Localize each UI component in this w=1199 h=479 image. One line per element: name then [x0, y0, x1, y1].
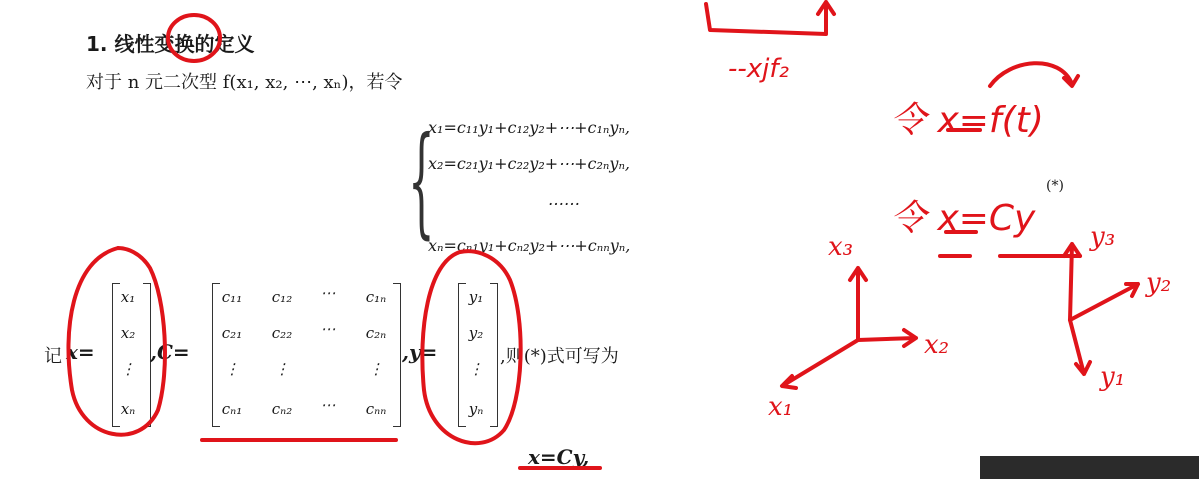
equation-2: x₂=c₂₁y₁+c₂₂y₂+⋯+c₂ₙyₙ,	[428, 154, 631, 173]
top-axis-sketch	[706, 2, 834, 34]
equation-ellipsis: ……	[548, 190, 580, 209]
circle-x-vector-annotation	[68, 248, 165, 435]
star-label: (*)	[1046, 178, 1064, 194]
c-matrix-cell: c₁ₙ	[365, 288, 387, 306]
c-label: ,C=	[150, 340, 190, 364]
label-y1: y₁	[1100, 362, 1126, 392]
c-matrix-cell: cₙ₂	[271, 400, 293, 418]
c-matrix-cell: c₂₂	[271, 324, 293, 342]
section-heading: 1. 线性变换的定义	[86, 32, 255, 56]
video-thumbnail	[980, 456, 1199, 479]
arrow-arc	[990, 63, 1078, 86]
label-x2: x₂	[924, 330, 950, 360]
handwriting-eq2: 令 x=Cy	[890, 198, 1036, 239]
c-matrix-cell: c₂₁	[221, 324, 243, 342]
circle-y-vector-annotation	[422, 251, 520, 443]
c-matrix-cell: ⋯	[320, 320, 336, 338]
c-matrix-cell: c₁₂	[271, 288, 293, 306]
y-vector-cell: ⋮	[468, 360, 484, 378]
c-matrix-cell: ⋮	[274, 360, 290, 378]
c-matrix-cell: c₂ₙ	[365, 324, 387, 342]
x2-axis	[858, 330, 916, 346]
c-matrix-cell: cₙ₁	[221, 400, 243, 418]
label-x1: x₁	[768, 392, 794, 422]
label-y2: y₂	[1146, 268, 1172, 298]
c-matrix-cell: cₙₙ	[365, 400, 387, 418]
x-label: x=	[66, 340, 95, 364]
c-matrix-cell: ⋮	[224, 360, 240, 378]
x-vector-cell: xₙ	[120, 400, 136, 418]
x-vector-cell: x₂	[120, 324, 136, 342]
circle-bian-annotation	[168, 15, 220, 61]
c-matrix-cell: ⋯	[320, 396, 336, 414]
x-vector-cell: ⋮	[120, 360, 136, 378]
c-matrix-cell: ⋮	[368, 360, 384, 378]
x1-axis	[782, 340, 858, 388]
label-x3: x₃	[828, 232, 854, 262]
y-label: ,y=	[402, 340, 438, 364]
x3-axis	[850, 268, 866, 340]
y2-axis	[1070, 284, 1138, 320]
label-y3: y₃	[1090, 222, 1116, 252]
equation-n: xₙ=cₙ₁y₁+cₙ₂y₂+⋯+cₙₙyₙ,	[428, 236, 631, 255]
intro-text: 对于 n 元二次型 f(x₁, x₂, ⋯, xₙ)，若令	[86, 72, 403, 93]
y-vector-cell: y₂	[468, 324, 484, 342]
ji-label: 记	[44, 346, 62, 367]
y3-axis	[1064, 244, 1080, 320]
result-equation: x=Cy,	[528, 445, 590, 469]
c-matrix-cell: c₁₁	[221, 288, 243, 306]
c-matrix-cell: ⋯	[320, 284, 336, 302]
handwriting-eq1: 令 x=f(t)	[890, 100, 1044, 141]
y-vector-cell: yₙ	[468, 400, 484, 418]
equation-brace: {	[408, 112, 435, 251]
x-vector-cell: x₁	[120, 288, 136, 306]
equation-1: x₁=c₁₁y₁+c₁₂y₂+⋯+c₁ₙyₙ,	[428, 118, 631, 137]
handwriting-top-axis: --xjf₂	[728, 54, 789, 84]
y1-axis	[1070, 320, 1090, 374]
y-vector-cell: y₁	[468, 288, 484, 306]
matrix-line-suffix: ,则(*)式可写为	[500, 346, 619, 367]
